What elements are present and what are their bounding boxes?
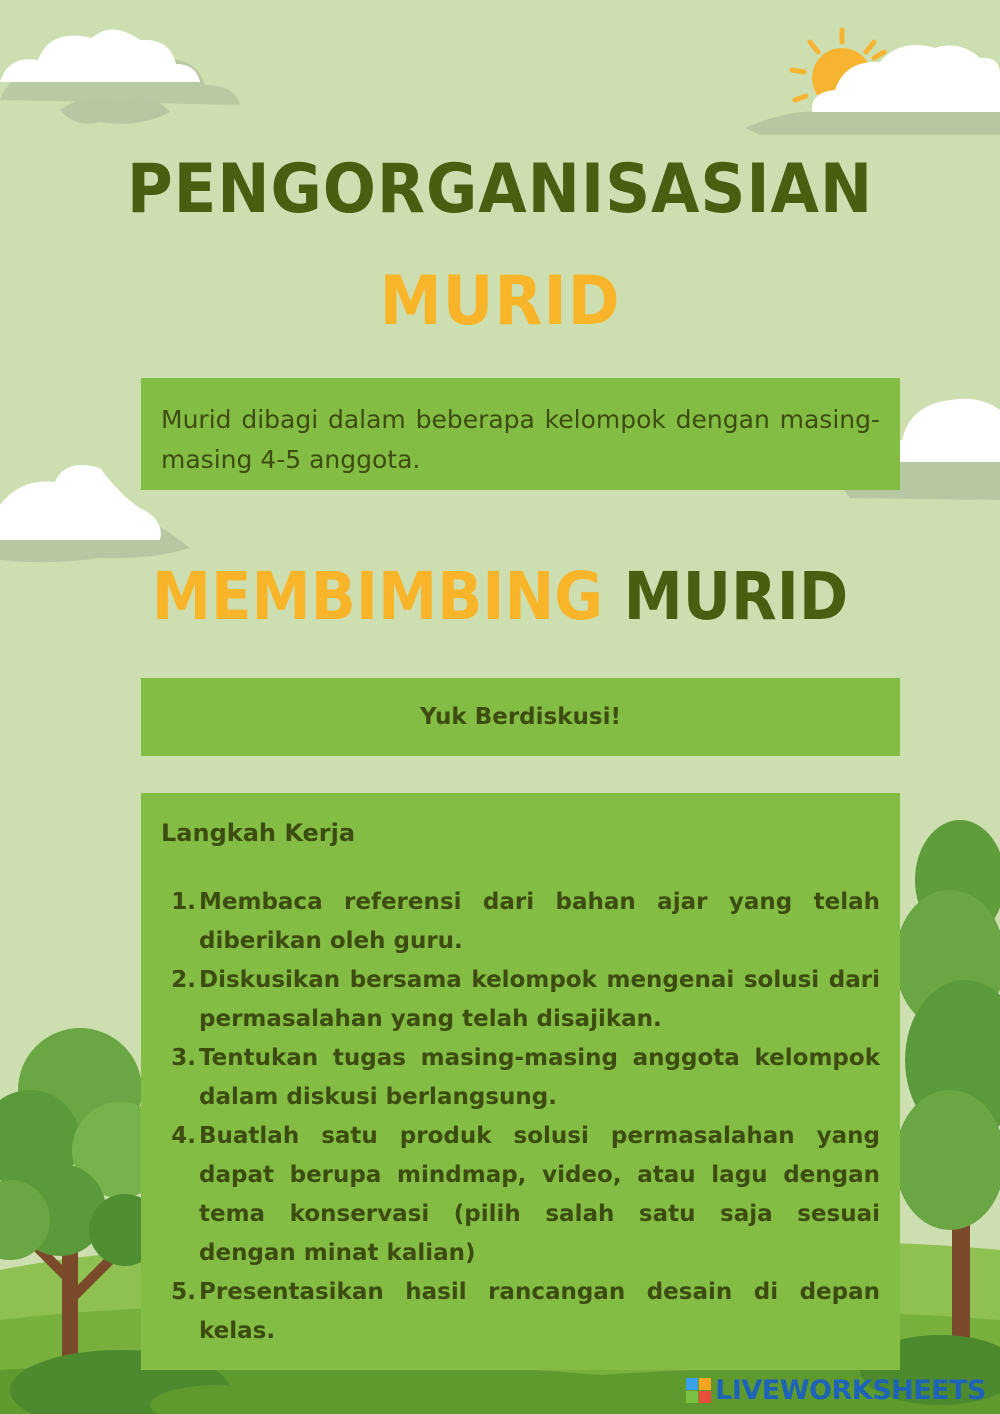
list-item xyxy=(161,961,880,1039)
step-text: Buatlah satu produk solusi permasalahan yang dapat berupa mindmap, video, atau lagu dengan tema konservasi (pilih salah satu saja sesuai dengan minat kalian) xyxy=(199,1123,880,1266)
list-item xyxy=(161,883,880,961)
list-item xyxy=(161,1039,880,1117)
section-subtitle: Yuk Berdiskusi! xyxy=(420,704,621,730)
section-title-dark: MURID xyxy=(623,558,849,635)
cloud-top-left xyxy=(0,29,240,123)
steps-box xyxy=(141,793,900,1370)
liveworksheets-logo[interactable] xyxy=(686,1375,986,1406)
intro-box xyxy=(141,378,900,490)
liveworksheets-icon xyxy=(686,1378,711,1403)
step-number: 4. xyxy=(171,1123,196,1149)
section-title-accent: MEMBIMBING xyxy=(151,558,603,635)
step-text: Membaca referensi dari bahan ajar yang telah diberikan oleh guru. xyxy=(199,889,880,954)
section-title xyxy=(50,558,950,635)
step-text: Diskusikan bersama kelompok mengenai solusi dari permasalahan yang telah disajikan. xyxy=(199,967,880,1032)
steps-list xyxy=(161,883,880,1351)
page-title-accent: MURID xyxy=(379,262,621,341)
subtitle-box xyxy=(141,678,900,756)
intro-text: Murid dibagi dalam beberapa kelompok dengan masing-masing 4-5 anggota. xyxy=(161,405,880,474)
step-number: 3. xyxy=(171,1045,196,1071)
watermark-text: LIVEWORKSHEETS xyxy=(715,1375,986,1406)
step-text: Presentasikan hasil rancangan desain di depan kelas. xyxy=(199,1279,880,1344)
list-item xyxy=(161,1117,880,1273)
step-number: 5. xyxy=(171,1279,196,1305)
step-text: Tentukan tugas masing-masing anggota kelompok dalam diskusi berlangsung. xyxy=(199,1045,880,1110)
list-item xyxy=(161,1273,880,1351)
step-number: 1. xyxy=(171,889,196,915)
page-title: PENGORGANISASIAN xyxy=(126,150,874,229)
steps-heading: Langkah Kerja xyxy=(161,819,356,847)
step-number: 2. xyxy=(171,967,196,993)
